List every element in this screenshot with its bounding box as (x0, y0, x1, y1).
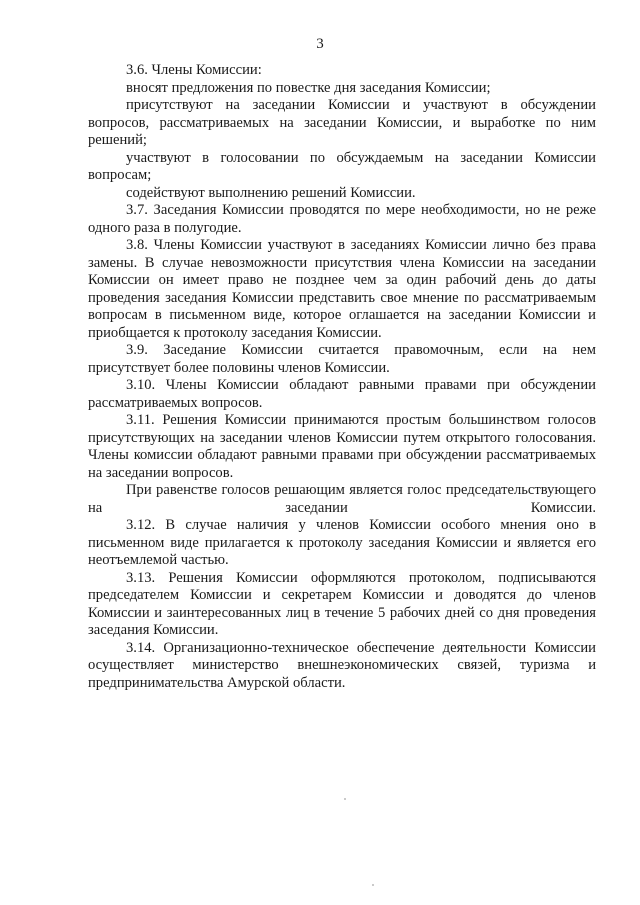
paragraph-3-12: 3.12. В случае наличия у членов Комиссии особого мнения оно в письменном виде прилагается к протоколу заседания Комиссии и является его неотъемлемой частью. (88, 517, 596, 568)
paragraph-3-9: 3.9. Заседание Комиссии считается правомочным, если на нем присутствует более половины членов Комиссии. (88, 342, 596, 376)
document-body (88, 62, 596, 692)
list-item-attend: присутствуют на заседании Комиссии и участвуют в обсуждении вопросов, рассматриваемых на заседании Комиссии, и выработке по ним решений; (88, 97, 596, 148)
scan-speck (344, 798, 346, 800)
paragraph-3-10: 3.10. Члены Комиссии обладают равными правами при обсуждении рассматриваемых вопросов. (88, 377, 596, 411)
list-item-assist: содействуют выполнению решений Комиссии. (126, 184, 416, 201)
list-item-vote: участвуют в голосовании по обсуждаемым на заседании Комиссии вопросам; (88, 149, 596, 183)
paragraph-3-11: 3.11. Решения Комиссии принимаются простым большинством голосов присутствующих на заседании членов Комиссии путем открытого голосования. Члены комиссии обладают равными правами при обсуждении рассматриваемых на заседании вопросов. (88, 412, 596, 481)
paragraph-3-13: 3.13. Решения Комиссии оформляются протоколом, подписываются председателем Комиссии и секретарем Комиссии и доводятся до членов Комиссии и заинтересованных лиц в течение 5 рабочих дней со дня проведения заседания Комиссии. (88, 569, 596, 638)
paragraph-3-8: 3.8. Члены Комиссии участвуют в заседаниях Комиссии лично без права замены. В случае невозможности присутствия члена Комиссии на заседании Комиссии он имеет право не позднее чем за один рабочий день до даты проведения заседания Комиссии представить свое мнение по рассматриваемым вопросам в письменном виде, которое оглашается на заседании Комиссии и приобщается к протоколу заседания Комиссии. (88, 237, 596, 341)
paragraph-3-7: 3.7. Заседания Комиссии проводятся по мере необходимости, но не реже одного раза в полугодие. (88, 202, 596, 236)
paragraph-tie-vote: При равенстве голосов решающим является голос председательствующего на заседании Комиссии. (88, 482, 596, 516)
paragraph-3-14: 3.14. Организационно-техническое обеспечение деятельности Комиссии осуществляет министерство внешнеэкономических связей, туризма и предпринимательства Амурской области. (88, 639, 596, 691)
page-number: 3 (316, 36, 324, 52)
list-item-proposals: вносят предложения по повестке дня заседания Комиссии; (126, 79, 491, 96)
scan-speck (372, 884, 374, 886)
paragraph-3-6: 3.6. Члены Комиссии: (126, 62, 262, 78)
